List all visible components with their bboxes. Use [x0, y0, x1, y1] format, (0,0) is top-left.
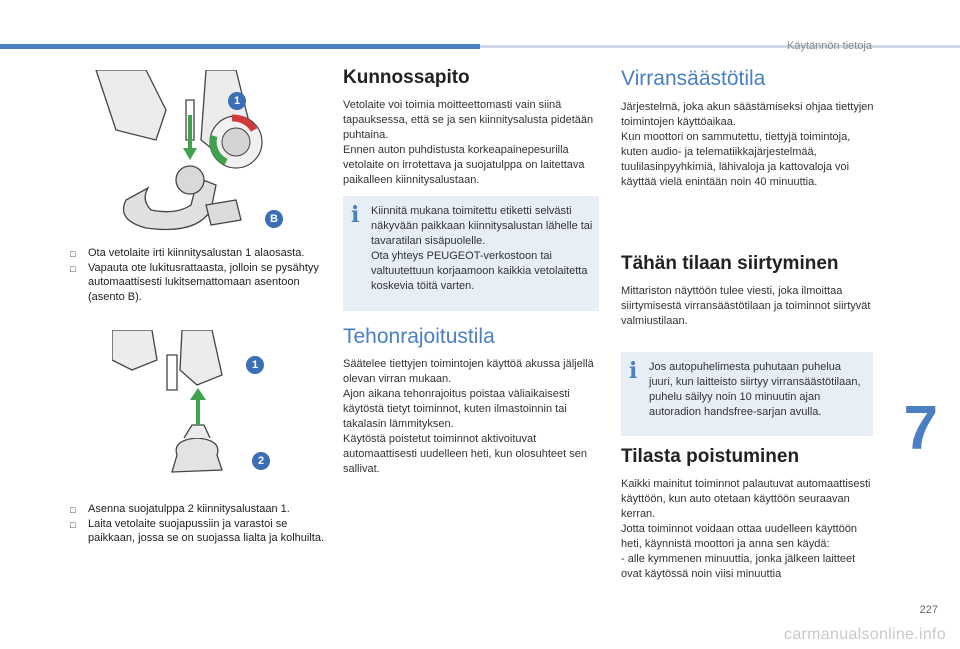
- step-item: □ Laita vetolaite suojapussiin ja varastoi se paikkaan, jossa se on suojassa lialta ja kolhuilta.: [70, 517, 325, 544]
- kunnossapito-heading: Kunnossapito: [343, 67, 470, 88]
- header-title: Käytännön tietoja: [786, 40, 872, 52]
- removal-steps: [70, 246, 330, 304]
- marker-2: 2: [252, 452, 270, 470]
- tehonrajoitus-body: Säätelee tiettyjen toimintojen käyttöä akussa jäljellä olevan virran mukaan. Ajon aikana tehonrajoitus poistaa väliaikaisesti käytöstä tietyt toiminnot, kuten ilmastoinnin tai takalasin lämmityksen. Käytöstä poistetut toiminnot aktivoituvat automaattisesti uudelleen heti, kun olosuhteet sen sallivat.: [343, 358, 594, 475]
- siirtyminen-heading: Tähän tilaan siirtyminen: [621, 253, 839, 274]
- virransaasto-body: Järjestelmä, joka akun säästämiseksi ohjaa tiettyjen toimintojen käyttöaikaa. Kun moottori on sammutettu, tiettyjä toimintoja, kuten audio- ja telematiikkajärjestelmää, tuulilasinpyyhkimiä, lähivaloja ja kattovaloja voi käyttää vielä enintään noin 40 minuuttia.: [621, 101, 874, 188]
- installation-steps: [70, 502, 330, 546]
- marker-b: B: [265, 210, 283, 228]
- towbar-illustration-1: [86, 70, 282, 235]
- towbar-illustration-2: [112, 330, 272, 490]
- info-icon: i: [629, 358, 638, 384]
- siirtyminen-info-text: Jos autopuhelimesta puhutaan puhelua juuri, kun laitteisto siirtyy virransäästötilaan, puhelu säilyy noin 10 minuutin ajan autoradion handsfree-sarjan avulla.: [649, 361, 861, 418]
- checkbox-icon: □: [70, 263, 76, 274]
- virransaasto-heading: Virransäästötila: [621, 67, 766, 90]
- watermark: carmanualsonline.info: [784, 626, 946, 643]
- checkbox-icon: □: [70, 249, 76, 259]
- checkbox-icon: □: [70, 519, 76, 530]
- step-item: □ Vapauta ote lukitusrattaasta, jolloin se pysähtyy automaattisesti lukitsemattomaan asentoon (asento B).: [70, 261, 319, 303]
- tehonrajoitus-heading: Tehonrajoitustila: [343, 325, 495, 348]
- info-icon: i: [351, 202, 360, 228]
- step-item: □ Asenna suojatulppa 2 kiinnitysalustaan 1.: [70, 502, 330, 517]
- kunnossapito-info-text: Kiinnitä mukana toimitettu etiketti selvästi näkyvään paikkaan kiinnitysalustan lähelle tai tavaratilan sisäpuolelle. Ota yhteys PEUGEOT-verkostoon tai valtuutettuun korjaamoon kaikkia vetolaitetta koskevia töitä varten.: [371, 205, 593, 292]
- siirtyminen-info-box: [621, 352, 873, 436]
- kunnossapito-info-box: [343, 196, 599, 311]
- chapter-number: 7: [903, 394, 938, 463]
- towbar-drawing-1: [86, 70, 282, 235]
- step-item: □ Ota vetolaite irti kiinnitysalustan 1 alaosasta.: [70, 246, 330, 261]
- poistuminen-heading: Tilasta poistuminen: [621, 446, 800, 467]
- siirtyminen-body: Mittariston näyttöön tulee viesti, joka ilmoittaa siirtymisestä virransäästötilaan ja toiminnot siirtyvät valmiustilaan.: [621, 285, 871, 327]
- checkbox-icon: □: [70, 505, 76, 515]
- poistuminen-body: Kaikki mainitut toiminnot palautuvat automaattisesti käyttöön, kun auto otetaan käyttöön seuraavan kerran. Jotta toiminnot voidaan ottaa uudelleen käyttöön heti, käynnistä moottori ja anna sen käydä: - alle kymmenen minuuttia, jonka jälkeen laitteet ovat käytössä noin viisi minuuttia: [621, 478, 871, 580]
- page-number: 227: [919, 604, 938, 616]
- marker-1: 1: [246, 356, 264, 374]
- header-bar: [0, 44, 480, 49]
- marker-1: 1: [228, 92, 246, 110]
- towbar-drawing-2: [112, 330, 272, 490]
- header-bar-light: [480, 45, 960, 48]
- kunnossapito-body: Vetolaite voi toimia moitteettomasti vain siinä tapauksessa, että se ja sen kiinnitysalusta pidetään puhtaina. Ennen auton puhdistusta korkeapainepesurilla vetolaite on irrotettava ja suojatulppa on laitettava paikalleen kiinnitysalustaan.: [343, 99, 594, 186]
